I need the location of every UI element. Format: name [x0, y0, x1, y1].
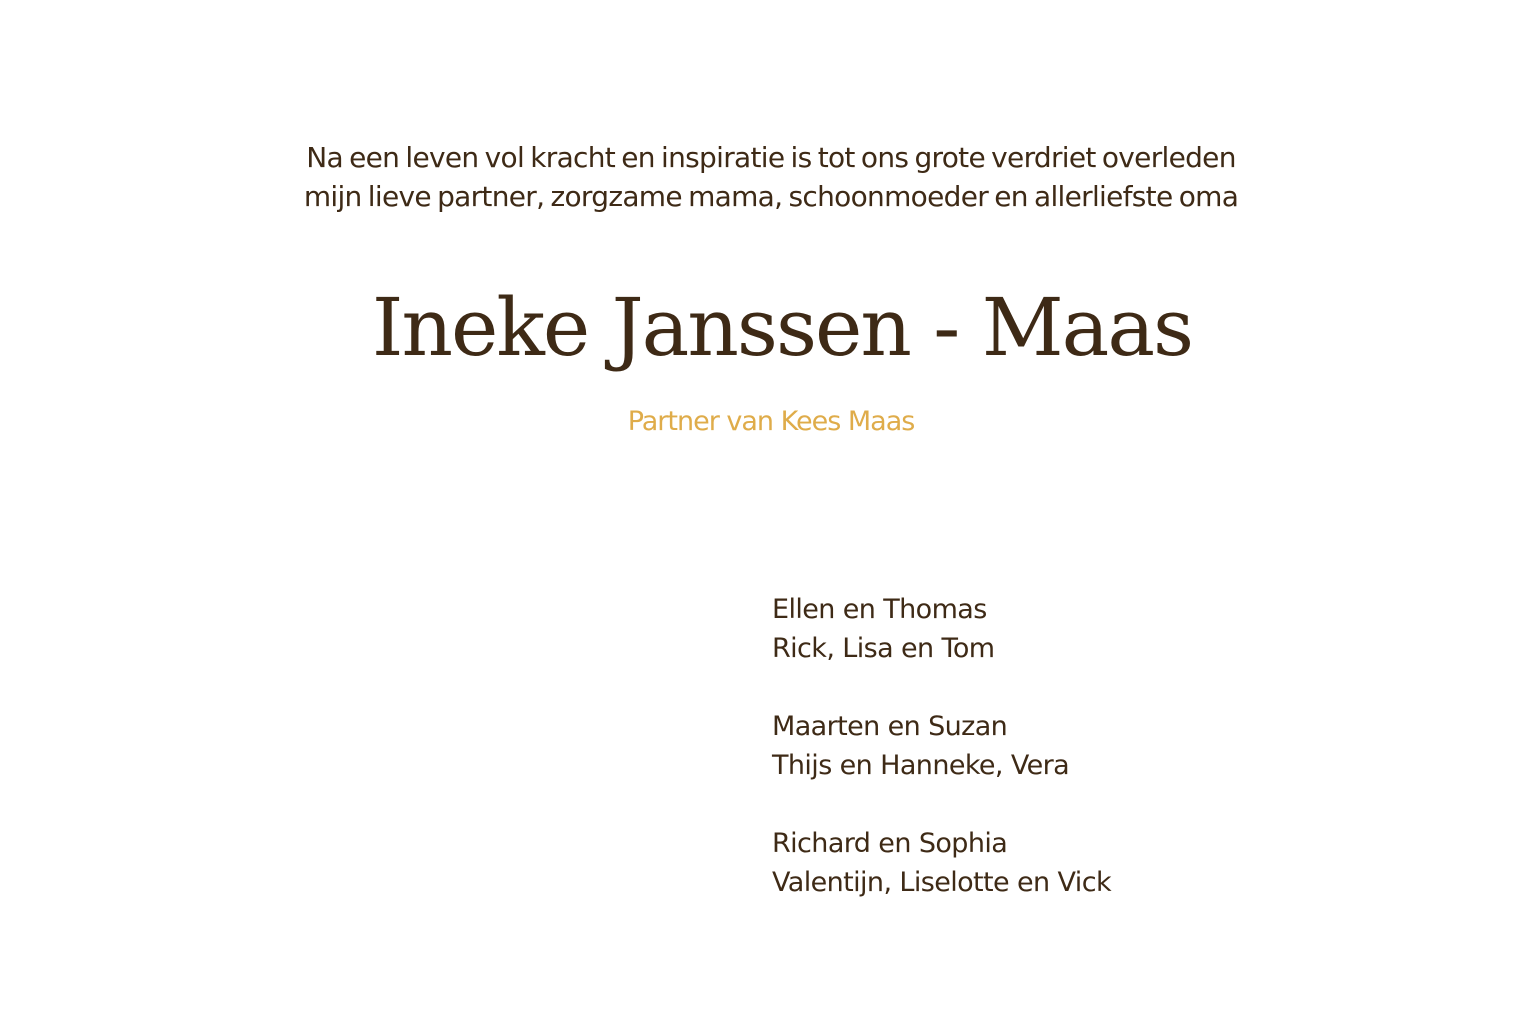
family-group — [772, 824, 1111, 902]
family-parents: Richard en Sophia — [772, 828, 1008, 859]
deceased-name: Ineke Janssen - Maas — [371, 281, 1193, 374]
family-children: Valentijn, Liselotte en Vick — [772, 867, 1111, 898]
family-children: Thijs en Hanneke, Vera — [772, 750, 1070, 781]
family-parents: Maarten en Suzan — [772, 711, 1008, 742]
family-list — [772, 590, 1111, 941]
partner-subtitle: Partner van Kees Maas — [627, 406, 915, 437]
family-group — [772, 590, 1111, 668]
family-parents: Ellen en Thomas — [772, 594, 987, 625]
intro-text — [0, 138, 1536, 216]
intro-line-2: mijn lieve partner, zorgzame mama, schoonmoeder en allerliefste oma — [303, 180, 1239, 213]
intro-line-1: Na een leven vol kracht en inspiratie is tot ons grote verdriet overleden — [306, 141, 1236, 174]
family-children: Rick, Lisa en Tom — [772, 633, 995, 664]
family-group — [772, 707, 1111, 785]
